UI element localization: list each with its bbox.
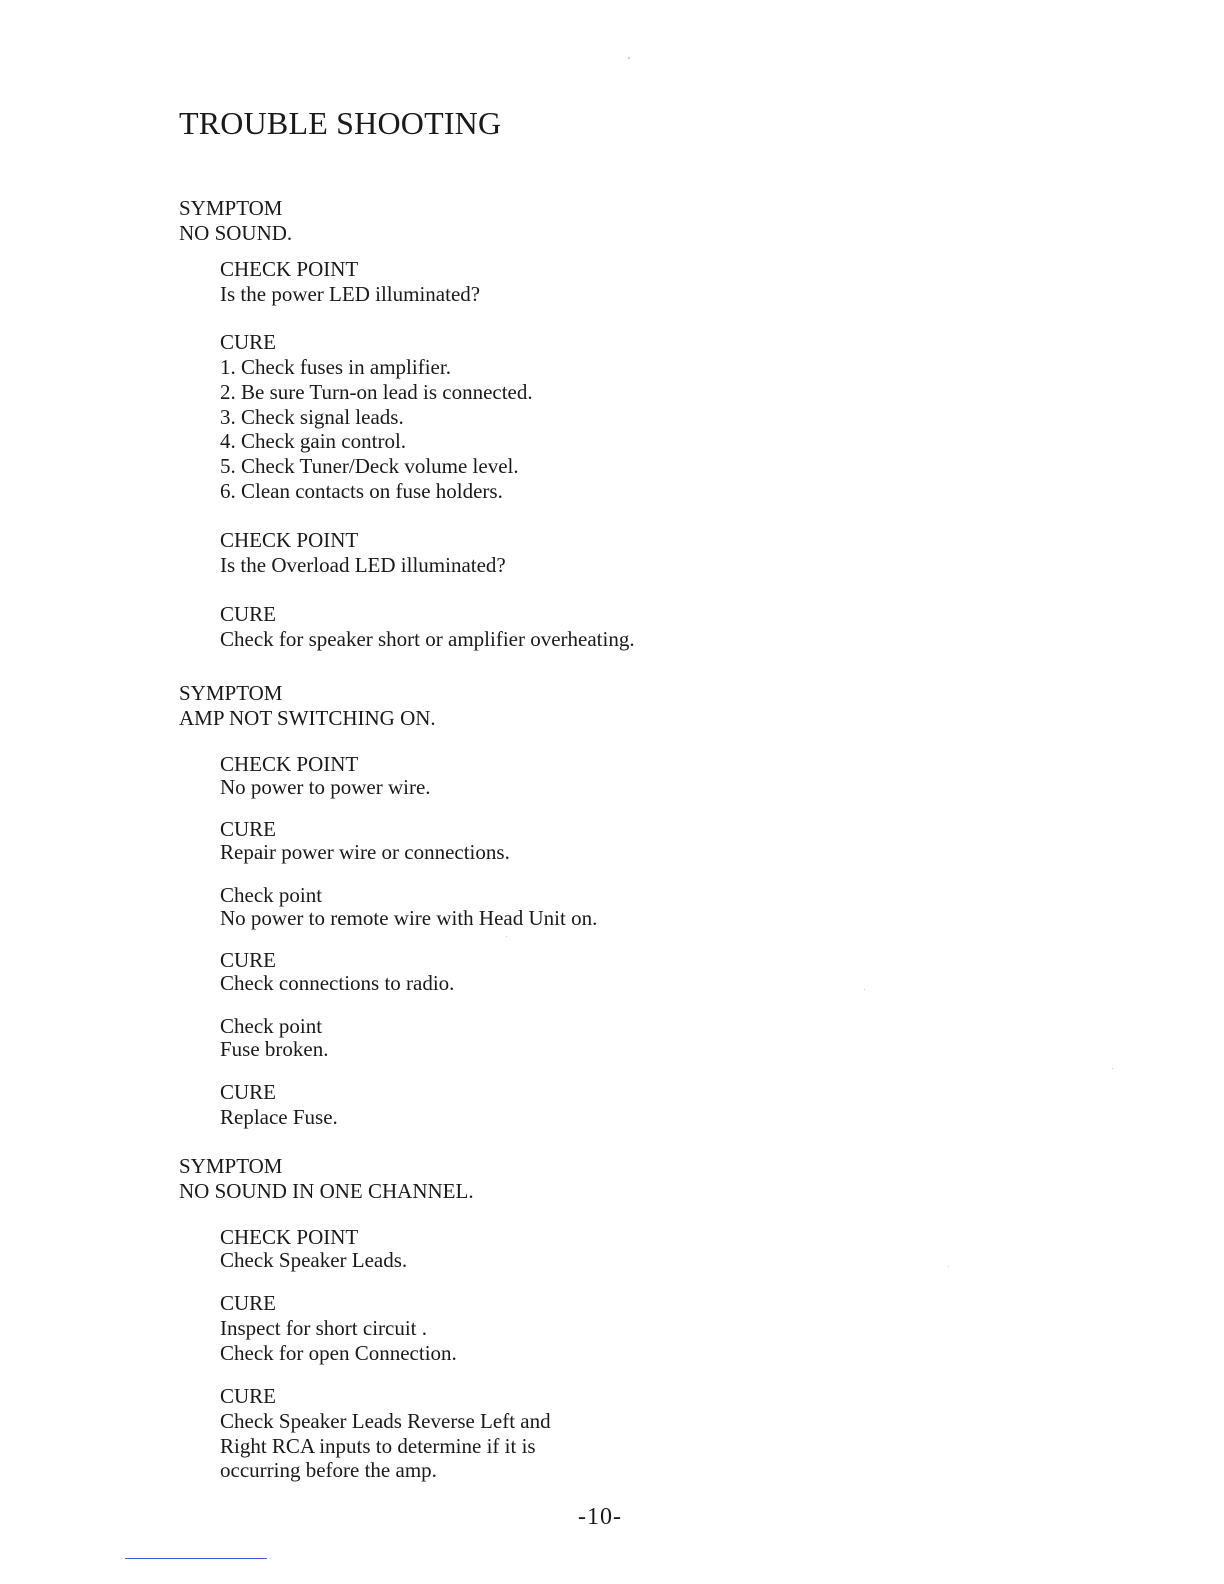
check-point-text: Fuse broken. xyxy=(220,1037,329,1061)
cure-text: Check Speaker Leads Reverse Left and xyxy=(220,1409,551,1433)
check-point-text: No power to remote wire with Head Unit on. xyxy=(220,906,598,930)
cure-text: occurring before the amp. xyxy=(220,1458,437,1482)
cure-text: Replace Fuse. xyxy=(220,1105,338,1129)
check-point-label: Check point xyxy=(220,1014,323,1038)
cure-step: 6. Clean contacts on fuse holders. xyxy=(220,479,503,503)
cure-step: 2. Be sure Turn-on lead is connected. xyxy=(220,380,533,404)
cure-step: 1. Check fuses in amplifier. xyxy=(220,355,451,379)
check-point-label: Check point xyxy=(220,883,323,907)
footer-rule xyxy=(125,1558,267,1559)
cure-step: 3. Check signal leads. xyxy=(220,405,404,429)
page-number: -10- xyxy=(578,1504,622,1530)
cure-text: Right RCA inputs to determine if it is xyxy=(220,1434,536,1458)
page-title: TROUBLE SHOOTING xyxy=(179,105,502,141)
symptom-label: SYMPTOM xyxy=(179,196,283,220)
scan-speck xyxy=(628,57,630,59)
cure-text: Check for speaker short or amplifier overheating. xyxy=(220,627,635,651)
check-point-label: CHECK POINT xyxy=(220,528,359,552)
check-point-text: Is the Overload LED illuminated? xyxy=(220,553,506,577)
cure-label: CURE xyxy=(220,1384,277,1408)
cure-label: CURE xyxy=(220,1291,277,1315)
symptom-value: AMP NOT SWITCHING ON. xyxy=(179,706,436,730)
cure-label: CURE xyxy=(220,330,277,354)
check-point-label: CHECK POINT xyxy=(220,1225,359,1249)
cure-step: 5. Check Tuner/Deck volume level. xyxy=(220,454,519,478)
cure-label: CURE xyxy=(220,817,277,841)
symptom-label: SYMPTOM xyxy=(179,681,283,705)
scan-speck xyxy=(506,936,507,937)
symptom-label: SYMPTOM xyxy=(179,1154,283,1178)
cure-step: 4. Check gain control. xyxy=(220,429,407,453)
cure-text: Check for open Connection. xyxy=(220,1341,457,1365)
cure-label: CURE xyxy=(220,1080,277,1104)
symptom-value: NO SOUND IN ONE CHANNEL. xyxy=(179,1179,474,1203)
check-point-label: CHECK POINT xyxy=(220,257,359,281)
cure-text: Inspect for short circuit . xyxy=(220,1316,428,1340)
scan-speck xyxy=(864,989,865,990)
symptom-value: NO SOUND. xyxy=(179,221,293,245)
cure-label: CURE xyxy=(220,948,277,972)
cure-text: Repair power wire or connections. xyxy=(220,840,510,864)
check-point-text: No power to power wire. xyxy=(220,775,431,799)
check-point-text: Check Speaker Leads. xyxy=(220,1248,408,1272)
check-point-label: CHECK POINT xyxy=(220,752,359,776)
cure-label: CURE xyxy=(220,602,277,626)
check-point-text: Is the power LED illuminated? xyxy=(220,282,481,306)
scan-speck xyxy=(948,1266,949,1267)
cure-text: Check connections to radio. xyxy=(220,971,455,995)
scan-speck xyxy=(1112,1068,1113,1069)
